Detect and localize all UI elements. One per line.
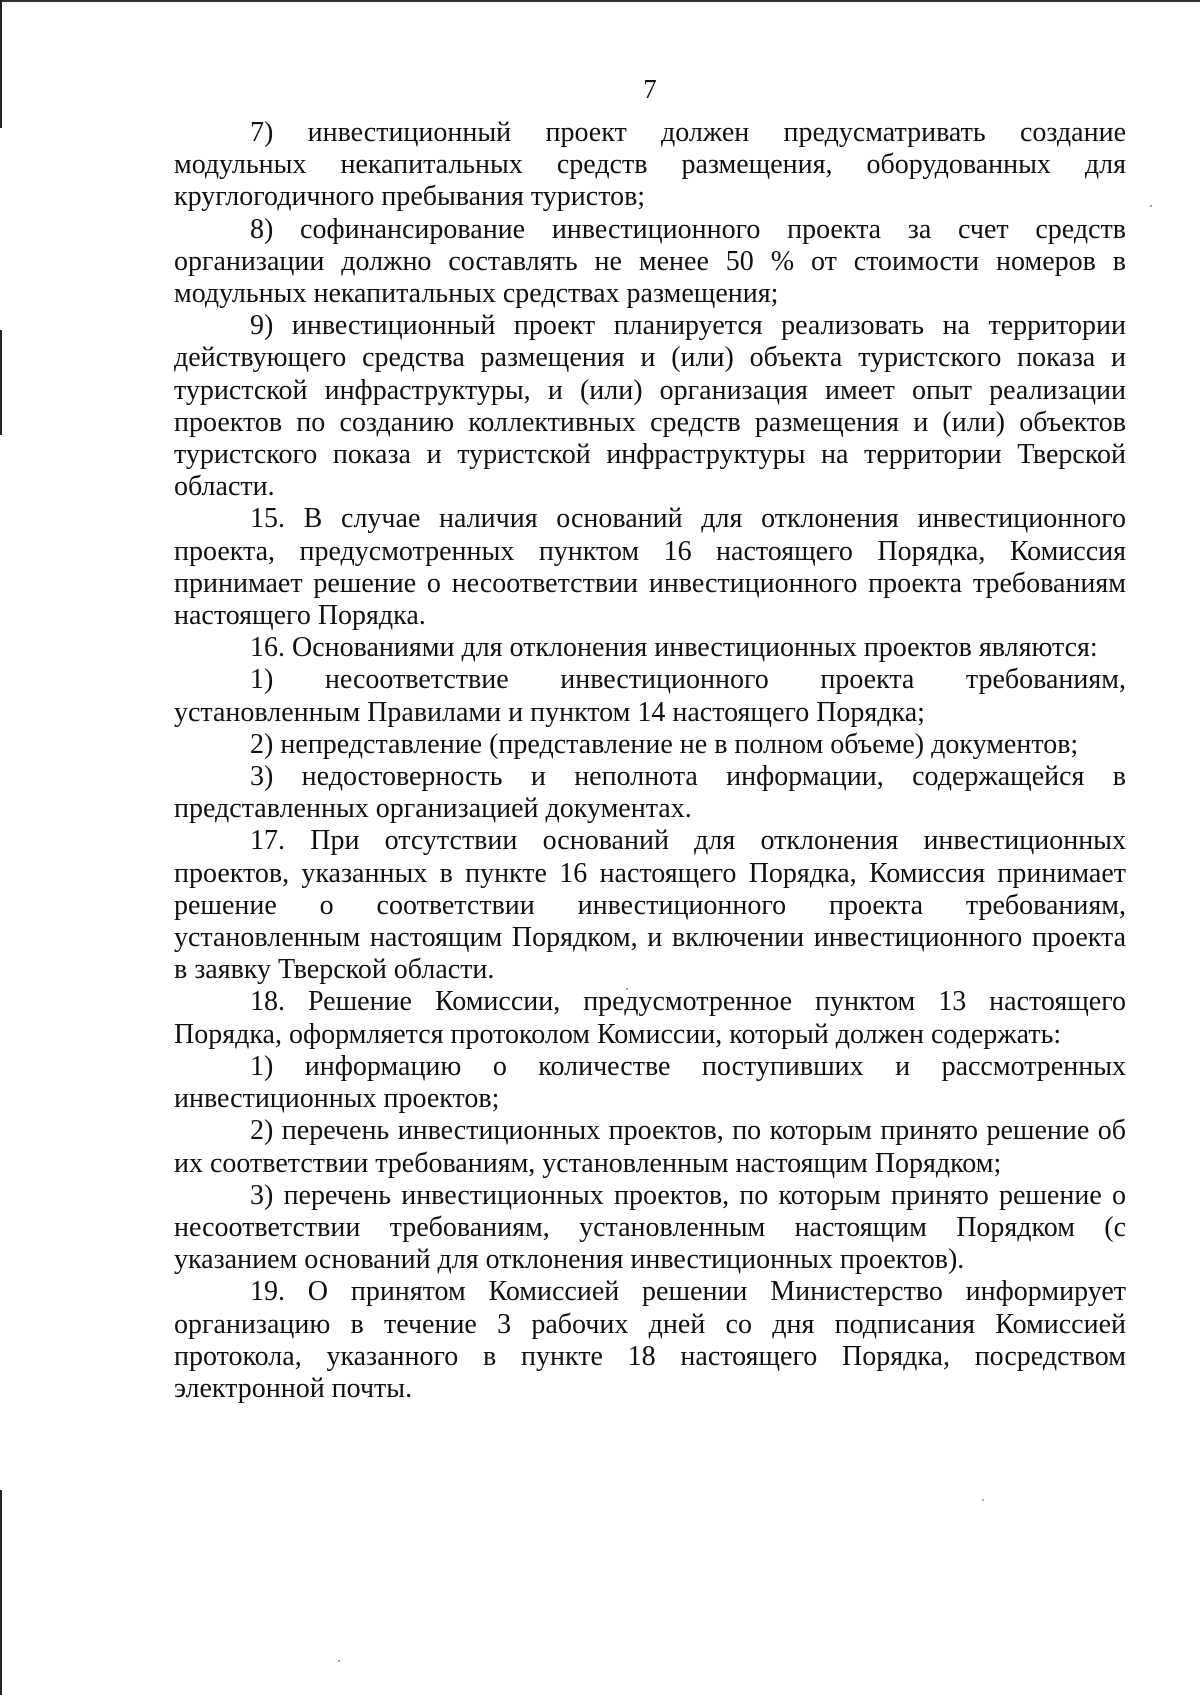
document-body — [174, 117, 1126, 1405]
paragraph-item-7: 7) инвестиционный проект должен предусматривать создание модульных некапитальных средств размещения, оборудованных для круглогодичного пребывания туристов; — [174, 117, 1126, 213]
paragraph-clause-15: 15. В случае наличия оснований для отклонения инвестиционного проекта, предусмотренных пунктом 16 настоящего Порядка, Комиссия принимает решение о несоответствии инвестиционного проекта требованиям настоящего Порядка. — [174, 503, 1126, 632]
paragraph-clause-19: 19. О принятом Комиссией решении Министерство информирует организацию в течение 3 рабочих дней со дня подписания Комиссией протокола, указанного в пункте 18 настоящего Порядка, посредством электронной почты. — [174, 1276, 1126, 1404]
paragraph-clause-16-item-2: 2) непредставление (представление не в полном объеме) документов; — [250, 728, 1079, 760]
page-number: 7 — [643, 74, 657, 104]
scan-left-edge — [0, 1490, 2, 1695]
scan-left-edge — [0, 0, 2, 128]
paragraph-clause-16: 16. Основаниями для отклонения инвестиционных проектов являются: — [250, 632, 1098, 664]
scan-top-edge — [0, 0, 1200, 2]
paragraph-clause-16-item-3: 3) недостоверность и неполнота информации, содержащейся в представленных организацией документах. — [174, 761, 1126, 825]
scan-speck — [338, 1660, 340, 1662]
scan-speck — [1150, 205, 1152, 207]
paragraph-item-8: 8) софинансирование инвестиционного проекта за счет средств организации должно составлять не менее 50 % от стоимости номеров в модульных некапитальных средствах размещения; — [174, 213, 1126, 310]
paragraph-clause-17: 17. При отсутствии оснований для отклонения инвестиционных проектов, указанных в пункте 16 настоящего Порядка, Комиссия принимает решение о соответствии инвестиционного проекта требованиям, установленным настоящим Порядком, и включении инвестиционного проекта в заявку Тверской области. — [174, 825, 1126, 986]
paragraph-clause-18-item-2: 2) перечень инвестиционных проектов, по которым принято решение об их соответствии требованиям, установленным настоящим Порядком; — [174, 1115, 1126, 1179]
paragraph-clause-18: 18. Решение Комиссии, предусмотренное пунктом 13 настоящего Порядка, оформляется протоколом Комиссии, который должен содержать: — [174, 986, 1126, 1050]
scan-speck — [982, 1499, 984, 1501]
paragraph-clause-16-item-1: 1) несоответствие инвестиционного проекта требованиям, установленным Правилами и пунктом 14 настоящего Порядка; — [174, 664, 1126, 728]
paragraph-clause-18-item-1: 1) информацию о количестве поступивших и рассмотренных инвестиционных проектов; — [174, 1050, 1126, 1115]
paragraph-clause-18-item-3: 3) перечень инвестиционных проектов, по которым принято решение о несоответствии требованиям, установленным настоящим Порядком (с указанием оснований для отклонения инвестиционных проектов). — [174, 1179, 1126, 1276]
scan-left-edge — [0, 330, 2, 435]
paragraph-item-9: 9) инвестиционный проект планируется реализовать на территории действующего средства размещения и (или) объекта туристского показа и туристской инфраструктуры, и (или) организация имеет опыт реализации проектов по созданию коллективных средств размещения и (или) объектов туристского показа и туристской инфраструктуры на территории Тверской области. — [174, 310, 1126, 503]
